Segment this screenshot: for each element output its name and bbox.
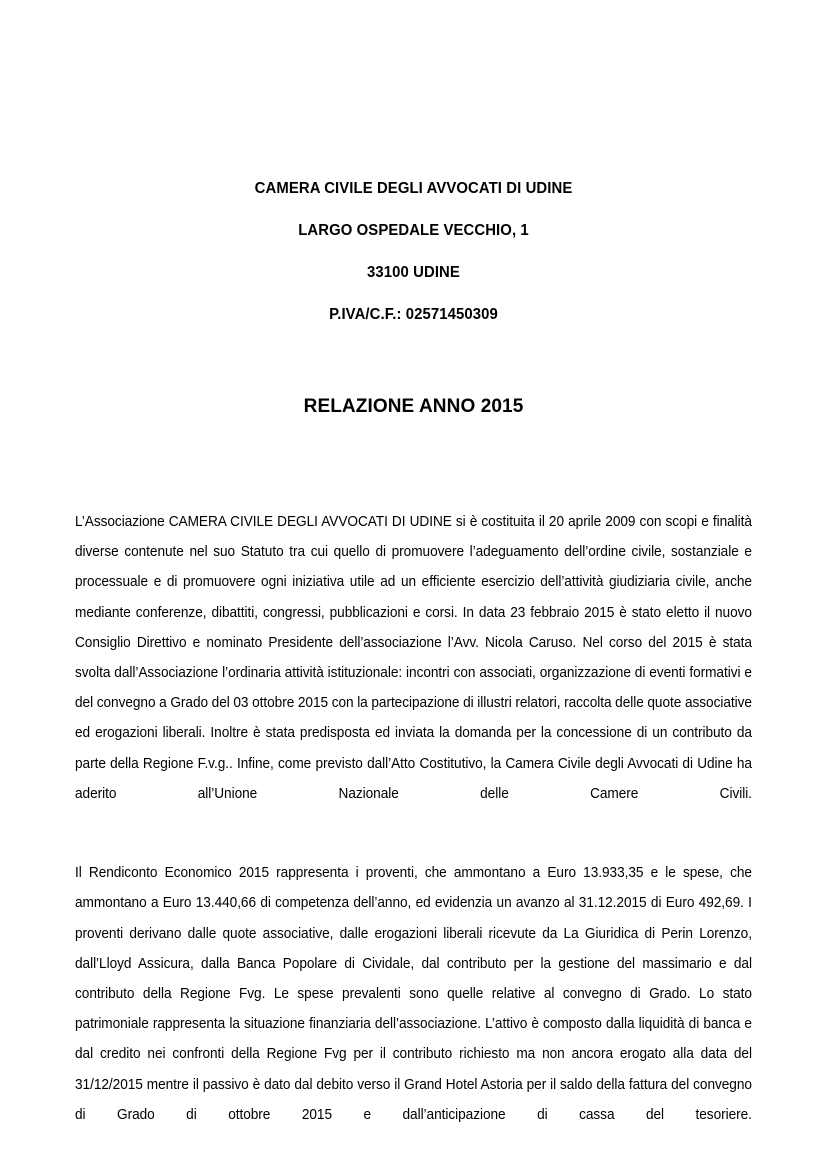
document-content — [75, 0, 752, 1160]
document-title: RELAZIONE ANNO 2015 — [303, 396, 524, 417]
letterhead-city-postal-code: 33100 UDINE — [367, 264, 460, 281]
letterhead-vat-tax-code: P.IVA/C.F.: 02571450309 — [329, 306, 498, 323]
letterhead — [75, 0, 752, 336]
body-paragraph-financial-report: Il Rendiconto Economico 2015 rappresenta i proventi, che ammontano a Euro 13.933,35 e le spese, che ammontano a Euro 13.440,66 di competenza dell’anno, ed evidenzia un avanzo al 31.12.2015 di Euro 492,69. I proventi derivano dalle quote associative, dalle erogazioni liberali ricevute da La Giuridica di Perin Lorenzo, dall’Lloyd Assicura, dalla Banca Popolare di Cividale, dal contributo per la gestione del massimario e dal contributo della Regione Fvg. Le spese prevalenti sono quelle relative al convegno di Grado. Lo stato patrimoniale rappresenta la situazione finanziaria dell’associazione. L’attivo è composto dalla liquidità di banca e dal credito nei confronti della Regione Fvg per il contributo richiesto ma non ancora erogato alla data del 31/12/2015 mentre il passivo è dato dal debito verso il Grand Hotel Astoria per il saldo della fattura del convegno di Grado di ottobre 2015 e dall’anticipazione di cassa del tesoriere. — [75, 865, 752, 1123]
letterhead-organization-name: CAMERA CIVILE DEGLI AVVOCATI DI UDINE — [254, 180, 573, 197]
document-body — [75, 507, 752, 1160]
body-paragraph-association-overview: L’Associazione CAMERA CIVILE DEGLI AVVOCATI DI UDINE si è costituita il 20 aprile 2009 con scopi e finalità diverse contenute nel suo Statuto tra cui quello di promuovere l’adeguamento dell’ordine civile, sostanziale e processuale e di promuovere ogni iniziativa utile ad un efficiente esercizio dell’attività giudiziaria civile, anche mediante conferenze, dibattiti, congressi, pubblicazioni e corsi. In data 23 febbraio 2015 è stato eletto il nuovo Consiglio Direttivo e nominato Presidente dell’associazione l’Avv. Nicola Caruso. Nel corso del 2015 è stata svolta dall’Associazione l’ordinaria attività istituzionale: incontri con associati, organizzazione di eventi formativi e del convegno a Grado del 03 ottobre 2015 con la partecipazione di illustri relatori, raccolta delle quote associative ed erogazioni liberali. Inoltre è stata predisposta ed inviata la domanda per la concessione di un contributo da parte della Regione F.v.g.. Infine, come previsto dall’Atto Costitutivo, la Camera Civile degli Avvocati di Udine ha aderito all’Unione Nazionale delle Camere Civili. — [75, 514, 752, 802]
letterhead-street-address: LARGO OSPEDALE VECCHIO, 1 — [298, 222, 529, 239]
